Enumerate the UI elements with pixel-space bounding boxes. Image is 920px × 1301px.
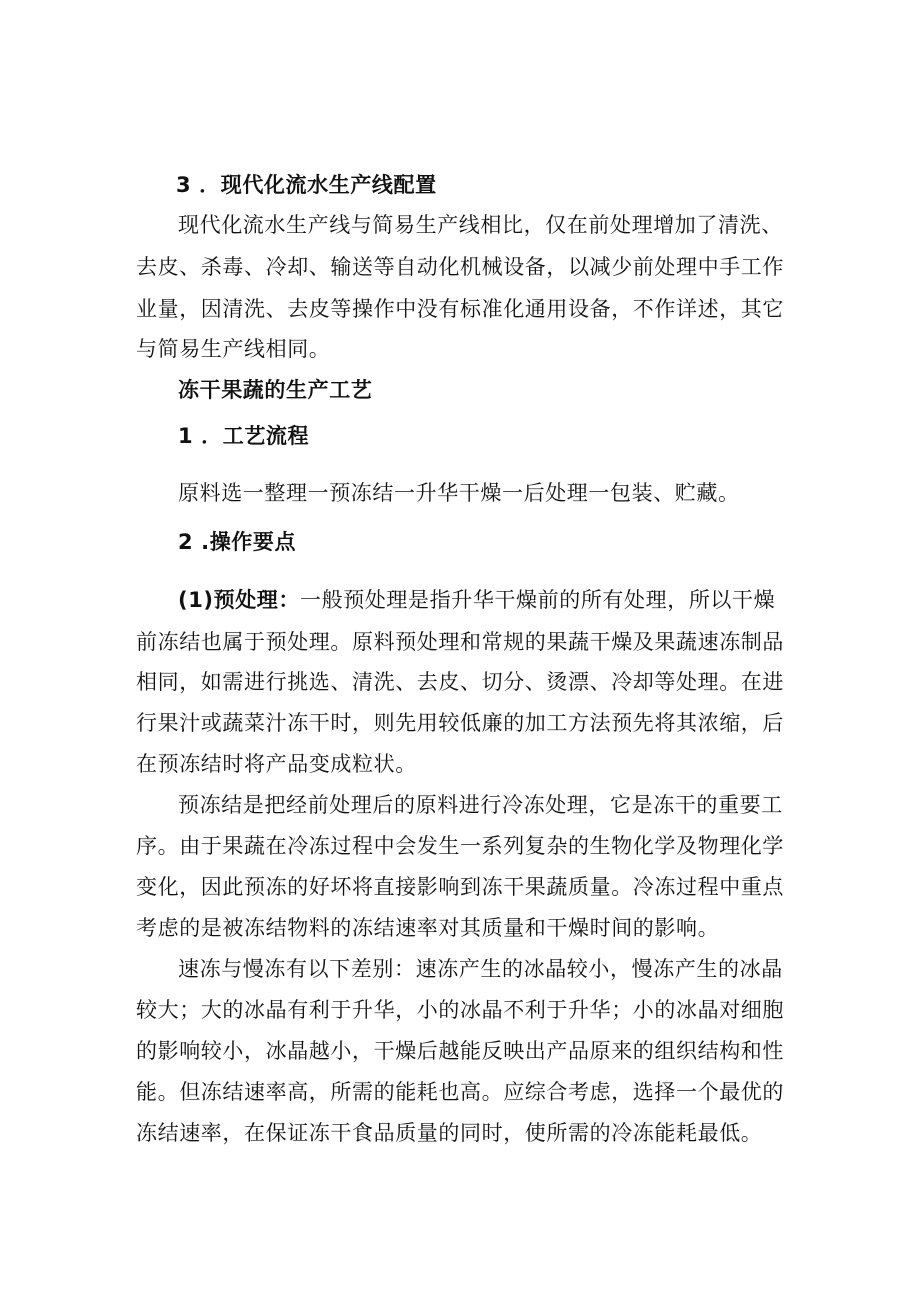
- speed-paragraph-line-3: 的影响较小，冰晶越小，干燥后越能反映出产品原来的组织结构和性: [136, 1039, 784, 1063]
- section-3-paragraph-line-2: 去皮、杀毒、冷却、输送等自动化机械设备，以减少前处理中手工作: [136, 255, 784, 279]
- prefreeze-paragraph-line-2: 序。由于果蔬在冷冻过程中会发生一系列复杂的生物化学及物理化学: [136, 834, 784, 858]
- pretreatment-paragraph-line-5: 在预冻结时将产品变成粒状。: [136, 752, 417, 776]
- section-3-paragraph-line-3: 业量，因清洗、去皮等操作中没有标准化通用设备，不作详述，其它: [136, 297, 784, 321]
- pretreatment-paragraph-line-4: 行果汁或蔬菜汁冻干时，则先用较低廉的加工方法预先将其浓缩，后: [136, 711, 784, 735]
- section-1-heading: 1 ．工艺流程: [178, 424, 310, 448]
- speed-paragraph-line-1: 速冻与慢冻有以下差别：速冻产生的冰晶较小，慢冻产生的冰晶: [178, 957, 783, 981]
- pretreatment-line-1-text: 一般预处理是指升华干燥前的所有处理，所以干燥: [300, 588, 776, 612]
- section-2-heading: 2 .操作要点: [178, 530, 297, 554]
- speed-paragraph-line-4: 能。但冻结速率高，所需的能耗也高。应综合考虑，选择一个最优的: [136, 1080, 784, 1104]
- process-flow-text: 原料选一整理一预冻结一升华干燥一后处理一包装、贮藏。: [178, 481, 740, 505]
- prefreeze-paragraph-line-3: 变化，因此预冻的好坏将直接影响到冻干果蔬质量。冷冻过程中重点: [136, 875, 784, 899]
- section-3-paragraph-line-4: 与简易生产线相同。: [136, 337, 331, 361]
- pretreatment-paragraph-line-1: [0, 585, 920, 615]
- main-heading: 冻干果蔬的生产工艺: [178, 378, 373, 402]
- prefreeze-paragraph-line-4: 考虑的是被冻结物料的冻结速率对其质量和干燥时间的影响。: [136, 916, 720, 940]
- pretreatment-paragraph-line-2: 前冻结也属于预处理。原料预处理和常规的果蔬干燥及果蔬速冻制品: [136, 630, 784, 654]
- section-3-paragraph-line-1: 现代化流水生产线与简易生产线相比，仅在前处理增加了清洗、: [178, 213, 783, 237]
- prefreeze-paragraph-line-1: 预冻结是把经前处理后的原料进行冷冻处理，它是冻干的重要工: [178, 793, 783, 817]
- pretreatment-label: (1)预处理：: [178, 588, 301, 612]
- pretreatment-paragraph-line-3: 相同，如需进行挑选、清洗、去皮、切分、烫漂、冷却等处理。在进: [136, 670, 784, 694]
- section-3-heading: 3 ．现代化流水生产线配置: [176, 173, 437, 197]
- speed-paragraph-line-2: 较大；大的冰晶有利于升华，小的冰晶不利于升华；小的冰晶对细胞: [136, 998, 784, 1022]
- speed-paragraph-line-5: 冻结速率，在保证冻干食品质量的同时，使所需的冷冻能耗最低。: [136, 1121, 763, 1145]
